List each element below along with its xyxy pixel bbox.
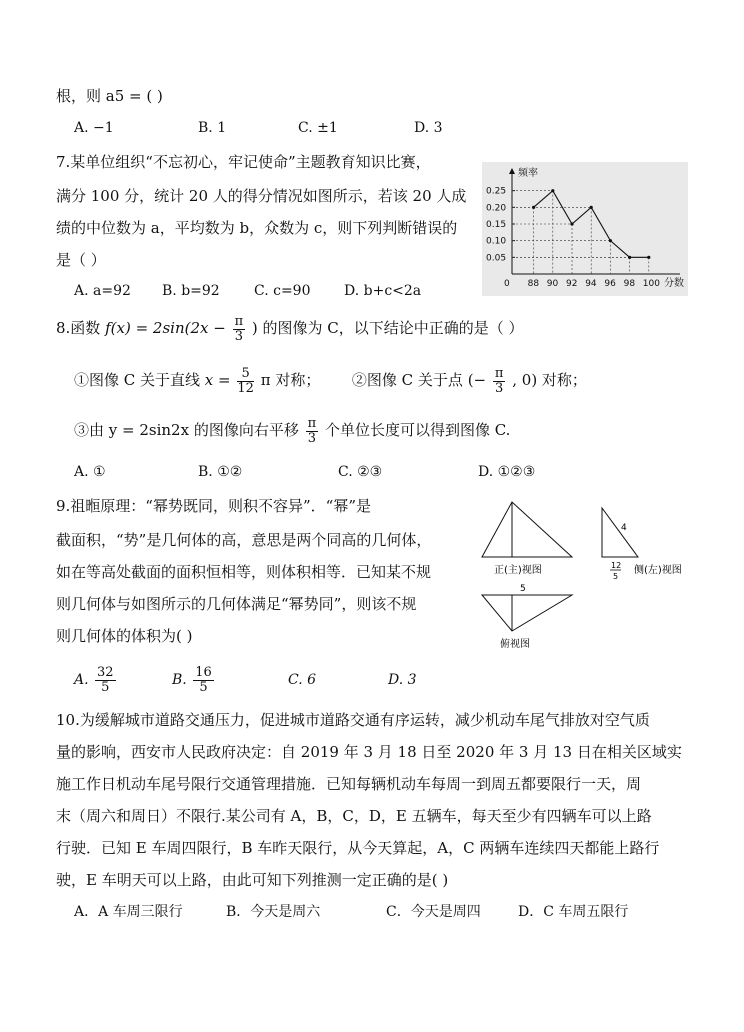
data-point: [628, 256, 631, 259]
q8-s2-b: (−: [467, 371, 487, 389]
q10-option-b: B．今天是周六: [226, 904, 321, 920]
q10-line-1: 10.为缓解城市道路交通压力，促进城市道路交通有序运转，减少机动车尾气排放对空气质: [56, 711, 650, 729]
front-view-triangle: [482, 502, 572, 557]
q8-stem-a: 8.函数: [56, 319, 101, 337]
x-tick-label: 96: [604, 279, 616, 289]
y-tick-label: 0.20: [486, 203, 507, 214]
q9-line-2: 截面积，“势”是几何体的高，意思是两个同高的几何体，: [56, 531, 432, 549]
q7-line-2: 满分 100 分，统计 20 人的得分情况如图所示，若该 20 人成: [56, 187, 467, 205]
x-tick-label: 92: [566, 279, 578, 289]
q8-s1-x: x =: [204, 371, 231, 389]
data-point: [570, 222, 573, 225]
side-view-base-num: 12: [611, 561, 622, 570]
side-view-triangle: [602, 508, 638, 557]
q9-option-c-text: C. 6: [288, 672, 317, 688]
q10-line-6: 驶，E 车明天可以上路，由此可知下列推测一定正确的是( ): [56, 871, 449, 889]
q8-s2-a: ②图像 C 关于点: [351, 371, 463, 389]
q8-s1-b: π 对称；: [260, 371, 321, 389]
q8-option-a: A. ①: [74, 464, 106, 480]
q7-line-1: 7.某单位组织“不忘初心，牢记使命”主题教育知识比赛，: [56, 153, 431, 171]
q8-option-c: C. ②③: [338, 464, 383, 480]
frac-den: 5: [101, 679, 110, 695]
data-point: [532, 206, 535, 209]
frac-den: 3: [307, 430, 317, 446]
side-view-edge-length: 4: [621, 523, 627, 533]
x-tick-label: 94: [585, 279, 597, 289]
data-point: [590, 206, 593, 209]
frac-num: 32: [97, 664, 114, 680]
q8-stem-fraction: [233, 315, 246, 344]
q8-statement-1-2: [74, 364, 587, 396]
q9-option-b-letter: B.: [172, 672, 187, 688]
q8-option-b: B. ①②: [198, 464, 243, 480]
data-point: [609, 239, 612, 242]
q7-line-4: 是（ ）: [56, 251, 106, 269]
side-view-base-den: 5: [613, 572, 619, 581]
q8-s3-fraction: [306, 417, 319, 446]
q8-s2-fraction: [493, 367, 506, 396]
q8-s2-c: , 0) 对称；: [512, 371, 587, 389]
x-tick-label: 100: [642, 279, 660, 289]
y-tick-label: 0.05: [486, 253, 507, 264]
frac-num: π: [494, 365, 504, 381]
frac-den: 3: [234, 328, 243, 344]
q7-option-b: B. b=92: [162, 283, 220, 299]
x-tick-label: 88: [527, 279, 540, 289]
q6-option-d: D. 3: [414, 120, 443, 136]
top-view-triangle: [482, 595, 572, 631]
frac-num: 5: [237, 367, 254, 382]
side-view: [602, 508, 638, 557]
q6-option-c: C. ±1: [298, 120, 338, 136]
q10-line-3: 施工作日机动车尾号限行交通管理措施．已知每辆机动车每周一到周五都要限行一天，周: [56, 775, 642, 793]
q8-option-d: D. ①②③: [478, 464, 536, 480]
q7-option-d: D. b+c<2a: [344, 283, 422, 299]
q7-option-a: A. a=92: [74, 283, 131, 299]
x-tick-label-zero: 0: [504, 279, 510, 289]
q8-statement-3: [74, 414, 510, 446]
q10-line-2: 量的影响，西安市人民政府决定：自 2019 年 3 月 18 日至 2020 年 3 月 13 日在相关区域实: [56, 743, 682, 761]
q10-line-5: 行驶．已知 E 车周四限行，B 车昨天限行，从今天算起，A，C 两辆车连续四天都能上路行: [56, 839, 660, 857]
q8-stem-b: ) 的图像为 C，以下结论中正确的是（ ）: [251, 319, 524, 337]
q9-option-c: [288, 670, 316, 690]
q6-stem-tail: 根，则 a5 = ( ): [56, 87, 163, 105]
q10-line-4: 末（周六和周日）不限行.某公司有 A，B，C，D，E 五辆车，每天至少有四辆车可以上路: [56, 807, 652, 825]
q6-option-b: B. 1: [198, 120, 227, 136]
q10-option-d: D．C 车周五限行: [518, 904, 629, 920]
frequency-line-chart: [482, 162, 688, 296]
q8-s3-b: 个单位长度可以得到图像 C.: [324, 421, 511, 439]
data-point: [551, 189, 554, 192]
y-tick-label: 0.15: [486, 220, 507, 230]
data-point: [647, 256, 650, 259]
q9-line-4: 则几何体与如图所示的几何体满足“幂势同”，则该不规: [56, 595, 417, 613]
top-view-edge-length: 5: [520, 584, 526, 594]
frac-num: π: [307, 415, 317, 431]
q9-option-b-fraction: [193, 666, 214, 695]
y-axis-label: 频率: [518, 168, 538, 179]
q9-option-d: [388, 670, 417, 690]
frac-den: 5: [199, 679, 208, 695]
q10-option-c: C．今天是周四: [386, 904, 481, 920]
q9-option-b: [172, 660, 216, 700]
y-tick-label: 0.25: [486, 186, 507, 197]
q6-option-a: A. −1: [74, 120, 114, 136]
q9-option-a-letter: A.: [74, 672, 89, 688]
top-view-label: 俯视图: [500, 639, 530, 650]
q9-line-5: 则几何体的体积为( ): [56, 627, 193, 645]
top-view: [482, 595, 572, 631]
q8-stem: [56, 312, 524, 344]
frac-den: 3: [495, 380, 504, 396]
q10-option-a: A．A 车周三限行: [74, 904, 183, 920]
x-tick-label: 98: [623, 279, 636, 289]
frac-num: π: [234, 313, 244, 329]
q9-option-a-fraction: [95, 666, 116, 695]
q8-s1-a: ①图像 C 关于直线: [74, 371, 201, 389]
side-view-label: 侧(左)视图: [634, 565, 682, 576]
q9-line-1: 9.祖暅原理：“幂势既同，则积不容异”．“幂”是: [56, 497, 371, 515]
x-tick-label: 90: [546, 279, 559, 289]
q7-line-3: 绩的中位数为 a，平均数为 b，众数为 c，则下列判断错误的: [56, 219, 458, 237]
frac-num: 16: [195, 664, 212, 680]
front-view-label: 正(主)视图: [494, 565, 542, 576]
frac-den: 12: [237, 380, 254, 396]
q8-stem-function: f(x) = 2sin(2x −: [105, 319, 226, 337]
q7-option-c: C. c=90: [254, 283, 311, 299]
x-axis-label: 分数: [664, 278, 684, 289]
q9-line-3: 如在等高处截面的面积恒相等，则体积相等．已知某不规: [56, 563, 432, 581]
y-tick-label: 0.10: [486, 236, 507, 247]
front-view: [482, 502, 572, 557]
q9-option-d-text: D. 3: [388, 672, 417, 688]
chart-background: [482, 162, 688, 296]
q9-option-a: [74, 660, 118, 700]
q8-s3-a: ③由 y = 2sin2x 的图像向右平移: [74, 421, 299, 439]
q8-s1-fraction: [237, 367, 254, 396]
three-view-figure: [476, 500, 696, 660]
